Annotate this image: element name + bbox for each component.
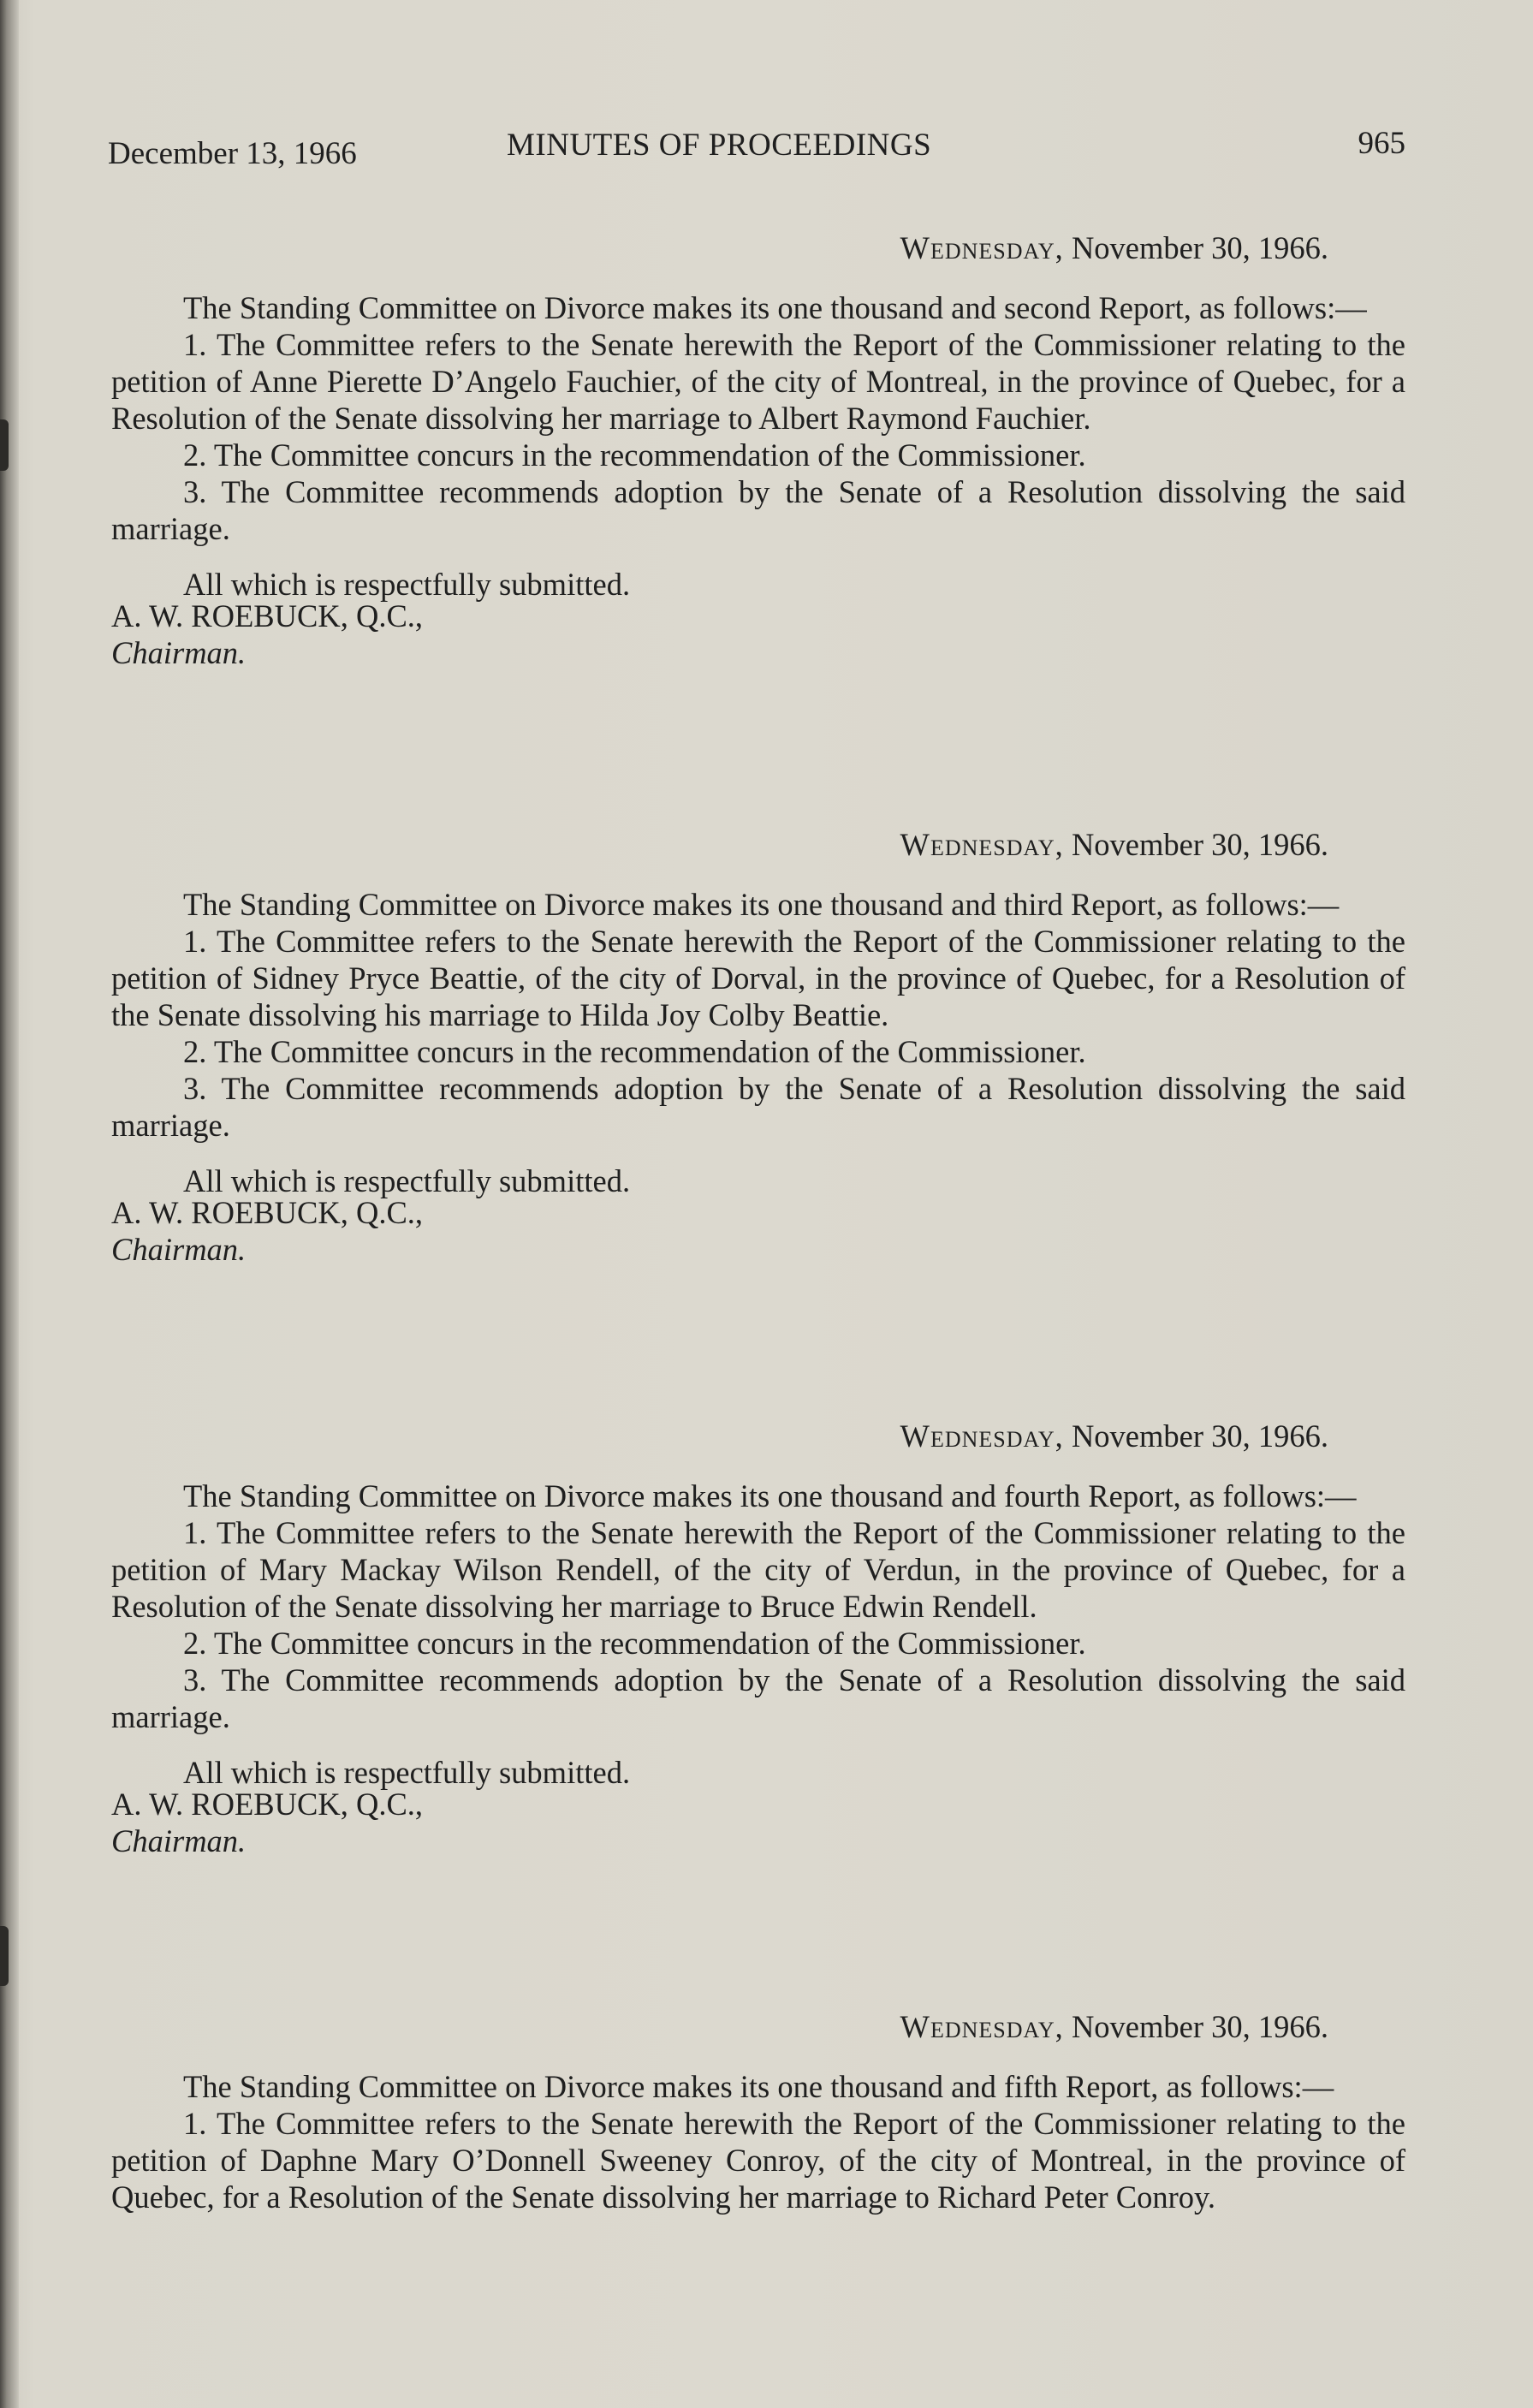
- report-item: 1. The Committee refers to the Senate herewith the Report of the Commissioner relating to the petition of Daphne Mary O’Donnell Sweeney Conroy, of the city of Montreal, in the province of Quebec, for a Resolution of the Senate dissolving her marriage to Richard Peter Conroy.: [111, 2106, 1405, 2215]
- report-date-text: November 30, 1966.: [1071, 827, 1328, 862]
- report-intro: The Standing Committee on Divorce makes its one thousand and third Report, as follows:—: [183, 887, 1340, 922]
- report-item: 1. The Committee refers to the Senate herewith the Report of the Commissioner relating to the petition of Mary Mackay Wilson Rendell, of the city of Verdun, in the province of Quebec, for a Resolution of the Senate dissolving her marriage to Bruce Edwin Rendell.: [111, 1515, 1405, 1624]
- signer-role: Chairman.: [111, 1232, 247, 1267]
- report-1004: [111, 1418, 1405, 1859]
- running-header: [108, 127, 1405, 178]
- report-date-text: November 30, 1966.: [1071, 230, 1328, 265]
- header-date: December 13, 1966: [108, 136, 357, 171]
- report-1003: [111, 826, 1405, 1268]
- signer-name: A. W. ROEBUCK, Q.C.,: [111, 1195, 424, 1230]
- page-number: 965: [1358, 126, 1405, 161]
- header-title: MINUTES OF PROCEEDINGS: [507, 128, 932, 163]
- report-weekday: Wednesday,: [900, 2009, 1064, 2044]
- report-intro: The Standing Committee on Divorce makes its one thousand and fifth Report, as follows:—: [183, 2069, 1334, 2104]
- signer-name: A. W. ROEBUCK, Q.C.,: [111, 1787, 424, 1822]
- signer-role: Chairman.: [111, 1823, 247, 1858]
- report-item: 3. The Committee recommends adoption by the Senate of a Resolution dissolving the said marriage.: [111, 1662, 1405, 1734]
- report-date: [111, 1418, 1405, 1469]
- binding-mark: [0, 1926, 9, 1986]
- report-intro: The Standing Committee on Divorce makes its one thousand and second Report, as follows:—: [183, 290, 1367, 325]
- report-date: [111, 2008, 1405, 2060]
- report-weekday: Wednesday,: [900, 230, 1064, 265]
- submitted-line: All which is respectfully submitted.: [183, 567, 631, 602]
- report-item: 1. The Committee refers to the Senate herewith the Report of the Commissioner relating to the petition of Sidney Pryce Beattie, of the city of Dorval, in the province of Quebec, for a Resolution of the Senate dissolving his marriage to Hilda Joy Colby Beattie.: [111, 924, 1405, 1032]
- report-1005: [111, 2008, 1405, 2215]
- submitted-line: All which is respectfully submitted.: [183, 1755, 631, 1790]
- report-item: 2. The Committee concurs in the recommendation of the Commissioner.: [183, 1626, 1086, 1661]
- report-item: 3. The Committee recommends adoption by the Senate of a Resolution dissolving the said marriage.: [111, 474, 1405, 546]
- page-binding-edge: [0, 0, 19, 2408]
- report-item: 2. The Committee concurs in the recommendation of the Commissioner.: [183, 437, 1086, 473]
- report-date: [111, 229, 1405, 281]
- report-item: 2. The Committee concurs in the recommendation of the Commissioner.: [183, 1034, 1086, 1069]
- report-weekday: Wednesday,: [900, 1418, 1064, 1454]
- report-1002: [111, 229, 1405, 671]
- report-item: 3. The Committee recommends adoption by the Senate of a Resolution dissolving the said marriage.: [111, 1071, 1405, 1143]
- report-date-text: November 30, 1966.: [1071, 1418, 1328, 1454]
- signer-role: Chairman.: [111, 635, 247, 670]
- signer-name: A. W. ROEBUCK, Q.C.,: [111, 598, 424, 633]
- report-intro: The Standing Committee on Divorce makes its one thousand and fourth Report, as follows:—: [183, 1478, 1357, 1513]
- binding-mark: [0, 419, 9, 471]
- report-item: 1. The Committee refers to the Senate herewith the Report of the Commissioner relating to the petition of Anne Pierette D’Angelo Fauchier, of the city of Montreal, in the province of Quebec, for a Resolution of the Senate dissolving her marriage to Albert Raymond Fauchier.: [111, 327, 1405, 436]
- report-weekday: Wednesday,: [900, 827, 1064, 862]
- submitted-line: All which is respectfully submitted.: [183, 1163, 631, 1198]
- report-date-text: November 30, 1966.: [1071, 2009, 1328, 2044]
- report-date: [111, 826, 1405, 877]
